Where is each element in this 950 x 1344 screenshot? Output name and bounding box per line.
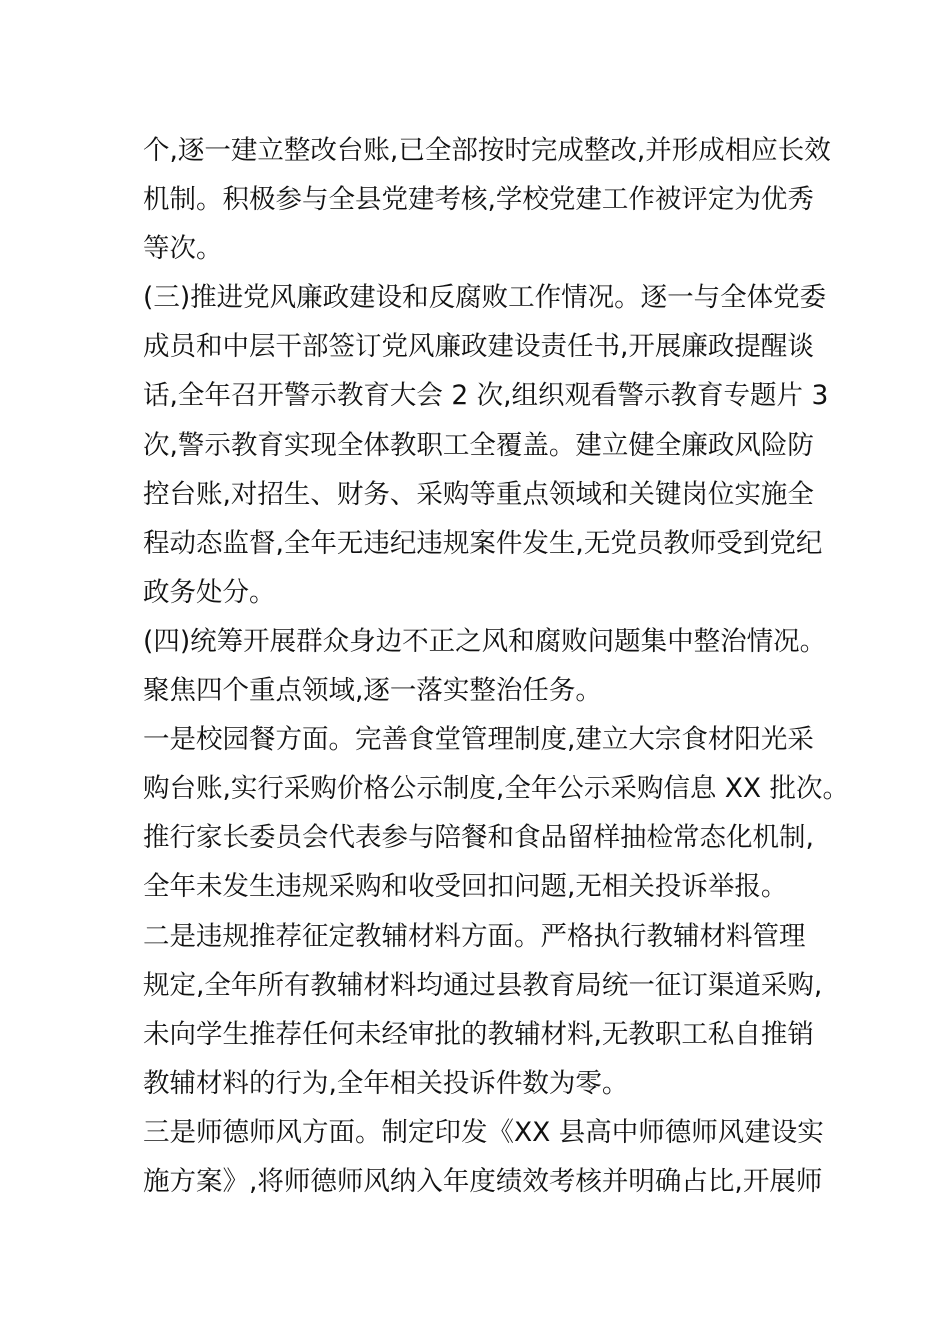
text-line: 个,逐一建立整改台账,已全部按时完成整改,并形成相应长效 <box>143 135 831 166</box>
text-line: 全年未发生违规采购和收受回扣问题,无相关投诉举报。 <box>143 871 788 903</box>
text-line: 推行家长委员会代表参与陪餐和食品留样抽检常态化机制, <box>143 822 814 854</box>
text-line: 程动态监督,全年无违纪违规案件发生,无党员教师受到党纪 <box>143 527 823 559</box>
text-line: 成员和中层干部签订党风廉政建设责任书,开展廉政提醒谈 <box>143 331 814 363</box>
text-line: 次,警示教育实现全体教职工全覆盖。建立健全廉政风险防 <box>143 429 814 461</box>
text-line: 规定,全年所有教辅材料均通过县教育局统一征订渠道采购, <box>143 969 823 1001</box>
text-line: 政务处分。 <box>143 576 276 608</box>
section-heading-line: (三)推进党风廉政建设和反腐败工作情况。逐一与全体党委 <box>143 282 827 314</box>
text-line: 机制。积极参与全县党建考核,学校党建工作被评定为优秀 <box>143 184 814 216</box>
text-line: 等次。 <box>143 233 223 265</box>
text-line: 话,全年召开警示教育大会 2 次,组织观看警示教育专题片 3 <box>143 380 829 412</box>
text-line: 二是违规推荐征定教辅材料方面。严格执行教辅材料管理 <box>143 920 806 952</box>
text-line: 施方案》,将师德师风纳入年度绩效考核并明确占比,开展师 <box>143 1165 823 1197</box>
document-body <box>143 126 850 1206</box>
text-line: 控台账,对招生、财务、采购等重点领域和关键岗位实施全 <box>143 478 814 510</box>
text-line: 未向学生推荐任何未经审批的教辅材料,无教职工私自推销 <box>143 1018 814 1050</box>
text-line: 购台账,实行采购价格公示制度,全年公示采购信息 XX 批次。 <box>143 773 850 805</box>
text-line: 教辅材料的行为,全年相关投诉件数为零。 <box>143 1067 629 1099</box>
section-heading-line: (四)统筹开展群众身边不正之风和腐败问题集中整治情况。 <box>143 625 827 657</box>
text-line: 一是校园餐方面。完善食堂管理制度,建立大宗食材阳光采 <box>143 724 814 756</box>
text-line: 三是师德师风方面。制定印发《XX 县高中师德师风建设实 <box>143 1116 824 1148</box>
text-line: 聚焦四个重点领域,逐一落实整治任务。 <box>143 675 602 707</box>
